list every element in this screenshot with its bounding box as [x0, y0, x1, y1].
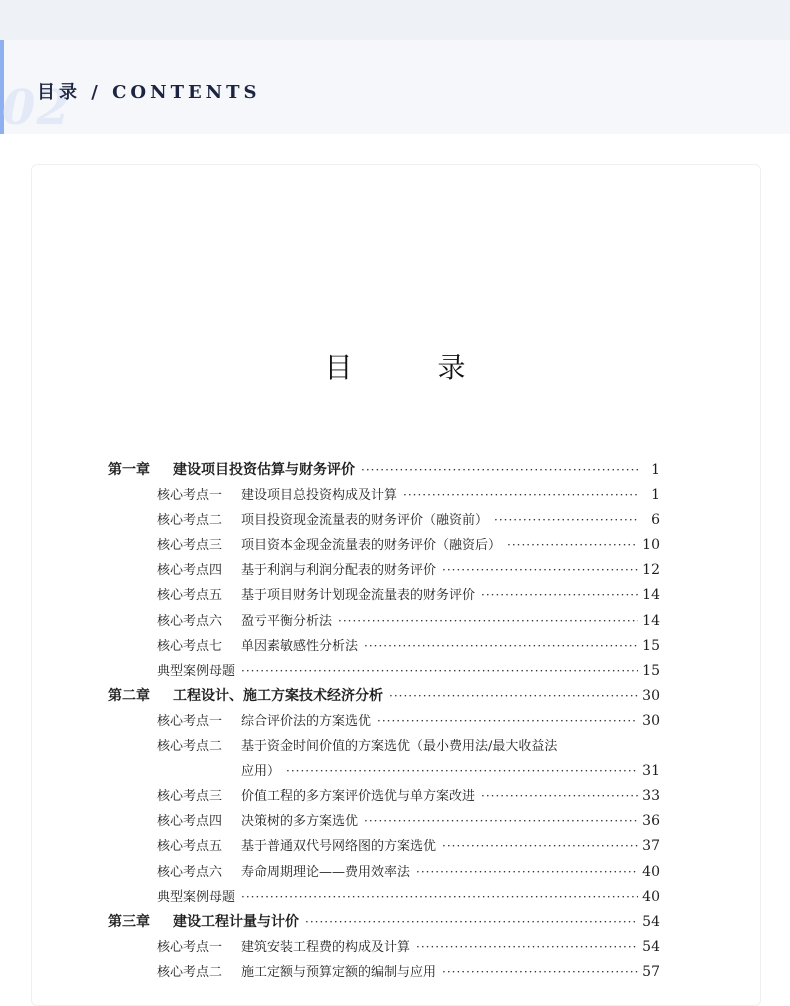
toc-dot-leader [507, 533, 638, 558]
toc-entry-title: 价值工程的多方案评价选优与单方案改进 [241, 789, 476, 805]
top-bar [0, 0, 790, 40]
section-header [0, 40, 790, 134]
toc-entry-row[interactable] [108, 759, 660, 784]
toc-entry-title: 基于普通双代号网络图的方案选优 [241, 839, 437, 855]
toc-entry-title: 建设项目总投资构成及计算 [241, 488, 398, 504]
toc-entry-code: 核心考点五 [157, 588, 223, 604]
toc-entry-row[interactable] [108, 709, 660, 734]
toc-dot-leader [338, 609, 638, 634]
toc-page-number: 54 [642, 913, 660, 930]
toc-page-number: 10 [642, 537, 660, 554]
toc-page-number: 54 [642, 938, 660, 955]
toc-entry-row[interactable] [108, 860, 660, 885]
toc-entry-title: 综合评价法的方案选优 [241, 713, 372, 729]
toc-page-number: 6 [651, 512, 660, 529]
toc-dot-leader [241, 659, 638, 684]
toc-page-number: 15 [642, 662, 660, 679]
toc-dot-leader [416, 860, 638, 885]
toc-entry-title: 基于资金时间价值的方案选优（最小费用法/最大收益法 [241, 739, 558, 755]
toc-entry-code: 核心考点一 [157, 713, 223, 729]
toc-dot-leader [305, 910, 638, 935]
toc-entry-code: 核心考点四 [157, 563, 223, 579]
toc-chapter-row[interactable] [108, 458, 660, 483]
toc-page-number: 40 [642, 863, 660, 880]
toc-page-number: 30 [642, 687, 660, 704]
toc-page-number: 1 [651, 487, 660, 504]
toc-entry-row[interactable] [108, 734, 660, 759]
toc-dot-leader [481, 583, 638, 608]
toc-entry-title: 工程设计、施工方案技术经济分析 [173, 687, 383, 704]
toc-entry-title: 项目资本金现金流量表的财务评价（融资后） [241, 538, 502, 554]
toc-entry-title: 应用） [241, 764, 281, 780]
toc-page-number: 30 [642, 712, 660, 729]
toc-entry-title: 典型案例母题 [157, 663, 236, 679]
toc-entry-row[interactable] [108, 659, 660, 684]
toc-page-number: 1 [651, 462, 660, 478]
toc-page-number: 33 [642, 788, 660, 805]
toc-dot-leader [403, 483, 638, 508]
toc-entry-row[interactable] [108, 558, 660, 583]
toc-entry-title: 项目投资现金流量表的财务评价（融资前） [241, 513, 489, 529]
toc-page-number: 57 [642, 963, 660, 980]
toc-page-number: 40 [642, 888, 660, 905]
toc-entry-code: 第二章 [108, 687, 150, 704]
toc-page-number: 31 [642, 763, 660, 780]
toc-entry-row[interactable] [108, 784, 660, 809]
toc-entry-code: 核心考点三 [157, 789, 223, 805]
toc-dot-leader [364, 809, 638, 834]
toc-dot-leader [364, 634, 638, 659]
toc-dot-leader [241, 885, 638, 910]
toc-entry-title: 建设工程计量与计价 [173, 913, 299, 930]
toc-entry-row[interactable] [108, 609, 660, 634]
toc-entry-row[interactable] [108, 508, 660, 533]
toc-entry-title: 典型案例母题 [157, 889, 236, 905]
toc-entry-code: 核心考点六 [157, 864, 223, 880]
toc-dot-leader [442, 834, 638, 859]
toc-page-number: 15 [642, 637, 660, 654]
toc-entry-code: 核心考点五 [157, 839, 223, 855]
toc-entry-code: 核心考点四 [157, 814, 223, 830]
toc-entry-row[interactable] [108, 634, 660, 659]
toc-entry-row[interactable] [108, 834, 660, 859]
toc-entry-title: 基于项目财务计划现金流量表的财务评价 [241, 588, 476, 604]
toc-dot-leader [494, 508, 638, 533]
toc-entry-title: 建筑安装工程费的构成及计算 [241, 939, 411, 955]
toc-page-number: 12 [642, 562, 660, 579]
section-title: 目录 / CONTENTS [37, 82, 261, 103]
toc-entry-title: 盈亏平衡分析法 [241, 613, 333, 629]
document-heading: 目 录 [324, 351, 504, 384]
toc-entry-title: 寿命周期理论——费用效率法 [241, 864, 411, 880]
toc-entry-code: 核心考点七 [157, 638, 223, 654]
toc-dot-leader [481, 784, 638, 809]
toc-entry-title: 单因素敏感性分析法 [241, 638, 359, 654]
toc-entry-code: 第一章 [108, 462, 150, 478]
toc-entry-code: 核心考点六 [157, 613, 223, 629]
toc-dot-leader [442, 558, 638, 583]
toc-dot-leader [389, 684, 638, 709]
toc-page-number: 37 [642, 838, 660, 855]
toc-entry-row[interactable] [108, 935, 660, 960]
toc-page-number: 36 [642, 813, 660, 830]
toc-entry-code: 核心考点一 [157, 488, 223, 504]
section-number-watermark: 02 [2, 80, 71, 134]
toc-entry-row[interactable] [108, 533, 660, 558]
toc-entry-row[interactable] [108, 583, 660, 608]
toc-dot-leader [286, 759, 638, 784]
toc-entry-code: 核心考点二 [157, 739, 223, 755]
toc-chapter-row[interactable] [108, 910, 660, 935]
toc-entry-row[interactable] [108, 885, 660, 910]
toc-chapter-row[interactable] [108, 684, 660, 709]
toc-entry-title: 施工定额与预算定额的编制与应用 [241, 964, 437, 980]
toc-entry-row[interactable] [108, 483, 660, 508]
toc-entry-row[interactable] [108, 960, 660, 985]
toc-entry-title: 基于利润与利润分配表的财务评价 [241, 563, 437, 579]
table-of-contents [108, 458, 660, 985]
toc-dot-leader [377, 709, 638, 734]
toc-entry-code: 核心考点二 [157, 513, 223, 529]
toc-entry-code: 核心考点三 [157, 538, 223, 554]
toc-entry-code: 核心考点一 [157, 939, 223, 955]
toc-dot-leader [416, 935, 638, 960]
toc-entry-code: 第三章 [108, 913, 150, 930]
toc-entry-code: 核心考点二 [157, 964, 223, 980]
toc-page-number: 14 [642, 587, 660, 604]
toc-dot-leader [361, 458, 638, 483]
toc-entry-title: 建设项目投资估算与财务评价 [173, 462, 355, 478]
toc-dot-leader [442, 960, 638, 985]
toc-entry-title: 决策树的多方案选优 [241, 814, 359, 830]
toc-entry-row[interactable] [108, 809, 660, 834]
toc-page-number: 14 [642, 612, 660, 629]
